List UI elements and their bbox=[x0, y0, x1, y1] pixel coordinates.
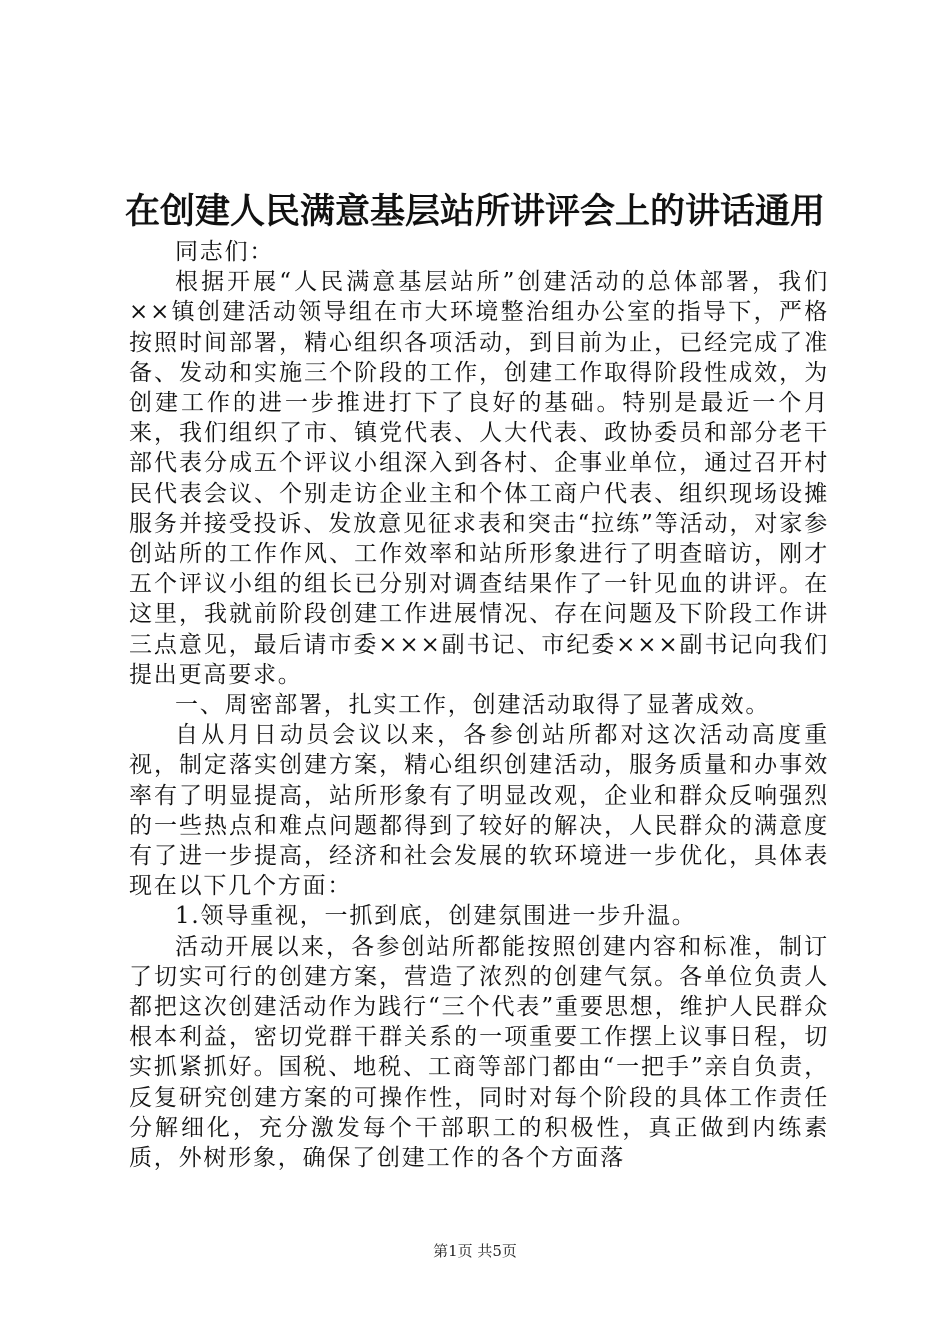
section-heading: 一、周密部署，扎实工作，创建活动取得了显著成效。 bbox=[175, 692, 771, 719]
document-body bbox=[129, 237, 829, 1173]
document-title: 在创建人民满意基层站所讲评会上的讲话通用 bbox=[124, 191, 825, 232]
body-paragraph: 自从月日动员会议以来，各参创站所都对这次活动高度重视，制定落实创建方案，精心组织创建活动，服务质量和办事效率有了明显提高，站所形象有了明显改观，企业和群众反响强烈的一些热点和难点问题都得到了较好的解决，人民群众的满意度有了进一步提高，经济和社会发展的软环境进一步优化，具体表现在以下几个方面： bbox=[129, 722, 829, 900]
subsection-heading: 1.领导重视，一抓到底，创建氛围进一步升温。 bbox=[175, 903, 697, 930]
body-paragraph: 根据开展“人民满意基层站所”创建活动的总体部署，我们××镇创建活动领导组在市大环境整治组办公室的指导下，严格按照时间部署，精心组织各项活动，到目前为止，已经完成了准备、发动和实施三个阶段的工作，创建工作取得阶段性成效，为创建工作的进一步推进打下了良好的基础。特别是最近一个月来，我们组织了市、镇党代表、人大代表、政协委员和部分老干部代表分成五个评议小组深入到各村、企事业单位，通过召开村民代表会议、个别走访企业主和个体工商户代表、组织现场设摊服务并接受投诉、发放意见征求表和突击“拉练”等活动，对家参创站所的工作作风、工作效率和站所形象进行了明查暗访，刚才五个评议小组的组长已分别对调查结果作了一针见血的讲评。在这里，我就前阶段创建工作进展情况、存在问题及下阶段工作讲三点意见，最后请市委×××副书记、市纪委×××副书记向我们提出更高要求。 bbox=[129, 269, 829, 688]
salutation-paragraph: 同志们： bbox=[175, 239, 275, 265]
page-number-footer: 第1页 共5页 bbox=[433, 1242, 517, 1260]
body-paragraph: 活动开展以来，各参创站所都能按照创建内容和标准，制订了切实可行的创建方案，营造了浓烈的创建气氛。各单位负责人都把这次创建活动作为践行“三个代表”重要思想，维护人民群众根本利益，密切党群干群关系的一项重要工作摆上议事日程，切实抓紧抓好。国税、地税、工商等部门都由“一把手”亲自负责，反复研究创建方案的可操作性，同时对每个阶段的具体工作责任分解细化，充分激发每个干部职工的积极性，真正做到内练素质，外树形象，确保了创建工作的各个方面落 bbox=[129, 933, 829, 1172]
